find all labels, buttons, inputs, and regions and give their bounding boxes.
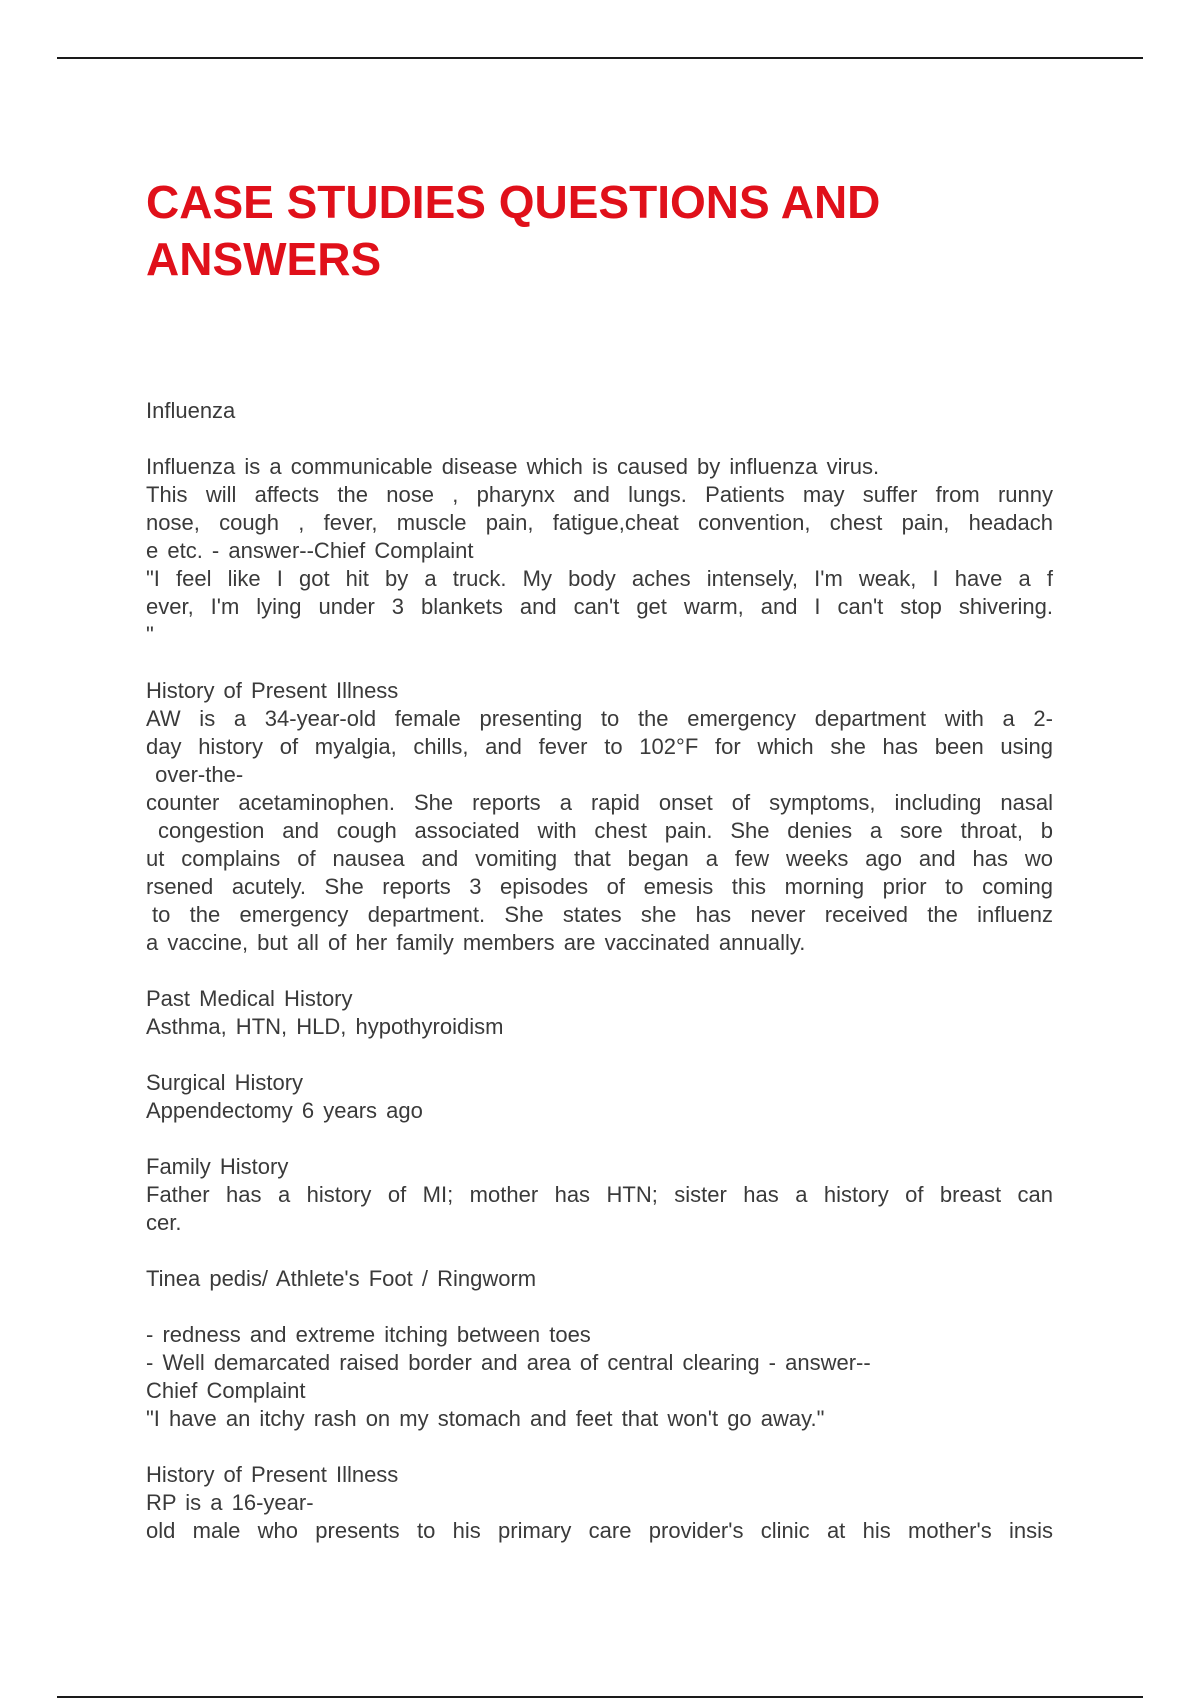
paragraph-gap [146,1125,1053,1153]
section-heading-influenza: Influenza [146,398,236,423]
document-body [146,397,1053,1545]
section-heading-hpi: History of Present Illness [146,678,399,703]
text-line: Asthma, HTN, HLD, hypothyroidism [146,1014,504,1039]
section-heading-hpi-2: History of Present Illness [146,1462,399,1487]
text-line: old male who presents to his primary care provider's clinic at his mother's insis [146,1518,1053,1543]
text-line: cer. [146,1210,182,1235]
text-line: to the emergency department. She states she has never received the influenz [152,902,1053,927]
paragraph-gap [146,1237,1053,1265]
text-line: This will affects the nose , pharynx and lungs. Patients may suffer from runny [146,482,1053,507]
text-line: e etc. - answer--Chief Complaint [146,538,474,563]
paragraph-gap [146,1433,1053,1461]
text-line: congestion and cough associated with chest pain. She denies a sore throat, b [158,818,1053,843]
text-line: Influenza is a communicable disease which is caused by influenza virus. [146,454,880,479]
text-line: Chief Complaint [146,1378,306,1403]
text-line: " [146,622,154,647]
text-line: over-the- [146,762,244,787]
text-line: Father has a history of MI; mother has HTN; sister has a history of breast can [146,1182,1053,1207]
paragraph-gap [146,957,1053,985]
document-title: CASE STUDIES QUESTIONS AND ANSWERS [146,176,881,285]
text-line: counter acetaminophen. She reports a rapid onset of symptoms, including nasal [146,790,1053,815]
text-line: "I feel like I got hit by a truck. My body aches intensely, I'm weak, I have a f [146,566,1053,591]
section-heading-tinea: Tinea pedis/ Athlete's Foot / Ringworm [146,1266,537,1291]
section-heading-surgical: Surgical History [146,1070,304,1095]
text-line: ut complains of nausea and vomiting that began a few weeks ago and has wo [146,846,1053,871]
paragraph-gap [146,1041,1053,1069]
text-line: Appendectomy 6 years ago [146,1098,423,1123]
text-line: "I have an itchy rash on my stomach and feet that won't go away." [146,1406,825,1431]
text-line: RP is a 16-year- [146,1490,314,1515]
text-line: day history of myalgia, chills, and fever to 102°F for which she has been using [146,734,1053,759]
text-line: a vaccine, but all of her family members are vaccinated annually. [146,930,806,955]
text-line: - Well demarcated raised border and area of central clearing - answer-- [146,1350,871,1375]
section-heading-family: Family History [146,1154,289,1179]
footer-rule [57,1696,1143,1698]
text-line: ever, I'm lying under 3 blankets and can't get warm, and I can't stop shivering. [146,594,1053,619]
text-line: - redness and extreme itching between toes [146,1322,591,1347]
text-line: AW is a 34-year-old female presenting to the emergency department with a 2- [146,706,1053,731]
header-rule [57,57,1143,59]
paragraph-gap [146,1293,1053,1321]
text-line: nose, cough , fever, muscle pain, fatigue,cheat convention, chest pain, headach [146,510,1053,535]
paragraph-gap [146,649,1053,677]
paragraph-gap [146,425,1053,453]
section-heading-pmh: Past Medical History [146,986,353,1011]
text-line: rsened acutely. She reports 3 episodes of emesis this morning prior to coming [146,874,1053,899]
